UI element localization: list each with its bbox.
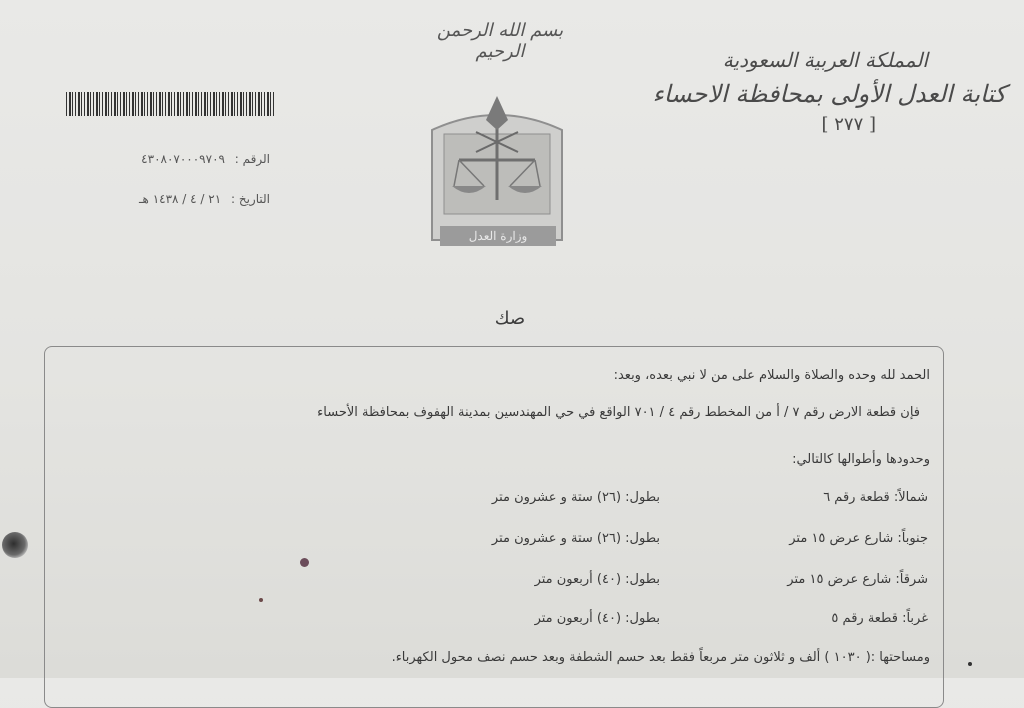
document-date xyxy=(80,192,270,206)
area-line: ومساحتها :( ١٠٣٠ ) ألف و ثلاثون متر مربعاً فقط بعد حسم الشطفة وبعد حسم نصف محول الكهرباء. xyxy=(391,650,930,665)
reference-label: الرقم : xyxy=(234,152,270,166)
basmala: بسم الله الرحمن الرحيم xyxy=(436,20,564,62)
barcode-icon xyxy=(66,92,276,116)
ink-dot-icon xyxy=(259,598,263,602)
boundary-south-length: بطول: (٢٦) ستة و عشرون متر xyxy=(491,531,660,546)
date-label: التاريخ : xyxy=(230,192,270,206)
ink-speck-icon xyxy=(300,558,309,567)
boundary-north-length: بطول: (٢٦) ستة و عشرون متر xyxy=(491,490,660,505)
date-value: ٢١ / ٤ / ١٤٣٨ هـ xyxy=(139,192,222,206)
boundary-east-length: بطول: (٤٠) أربعون متر xyxy=(534,572,660,587)
reference-value: ٤٣٠٨٠٧٠٠٠٩٧٠٩ xyxy=(141,152,225,166)
boundary-west-side: غرباً: قطعة رقم ٥ xyxy=(831,611,928,626)
issuer-header xyxy=(646,48,1006,135)
boundary-south-side: جنوباً: شارع عرض ١٥ متر xyxy=(789,531,928,546)
office-code: [ ٢٧٧ ] xyxy=(821,114,876,135)
reference-number xyxy=(80,152,270,166)
boundary-west-length: بطول: (٤٠) أربعون متر xyxy=(534,611,660,626)
property-description-line: فإن قطعة الارض رقم ٧ / أ من المخطط رقم ٤ / ٧٠١ الواقع في حي المهندسين بمدينة الهفوف بمحافظة الأحساء xyxy=(317,405,920,420)
kingdom-name: المملكة العربية السعودية xyxy=(722,48,928,72)
notary-office-name: كتابة العدل الأولى بمحافظة الاحساء xyxy=(652,80,1006,108)
document-title: صك xyxy=(494,308,526,329)
ink-dot-icon xyxy=(968,662,972,666)
ministry-name: وزارة العدل xyxy=(440,226,556,246)
boundaries-heading: وحدودها وأطوالها كالتالي: xyxy=(792,452,930,467)
boundary-east-side: شرقاً: شارع عرض ١٥ متر xyxy=(787,572,928,587)
preamble-line: الحمد لله وحده والصلاة والسلام على من لا نبي بعده، وبعد: xyxy=(613,368,930,383)
boundary-north-side: شمالاً: قطعة رقم ٦ xyxy=(823,490,928,505)
punch-hole-icon xyxy=(2,532,28,558)
